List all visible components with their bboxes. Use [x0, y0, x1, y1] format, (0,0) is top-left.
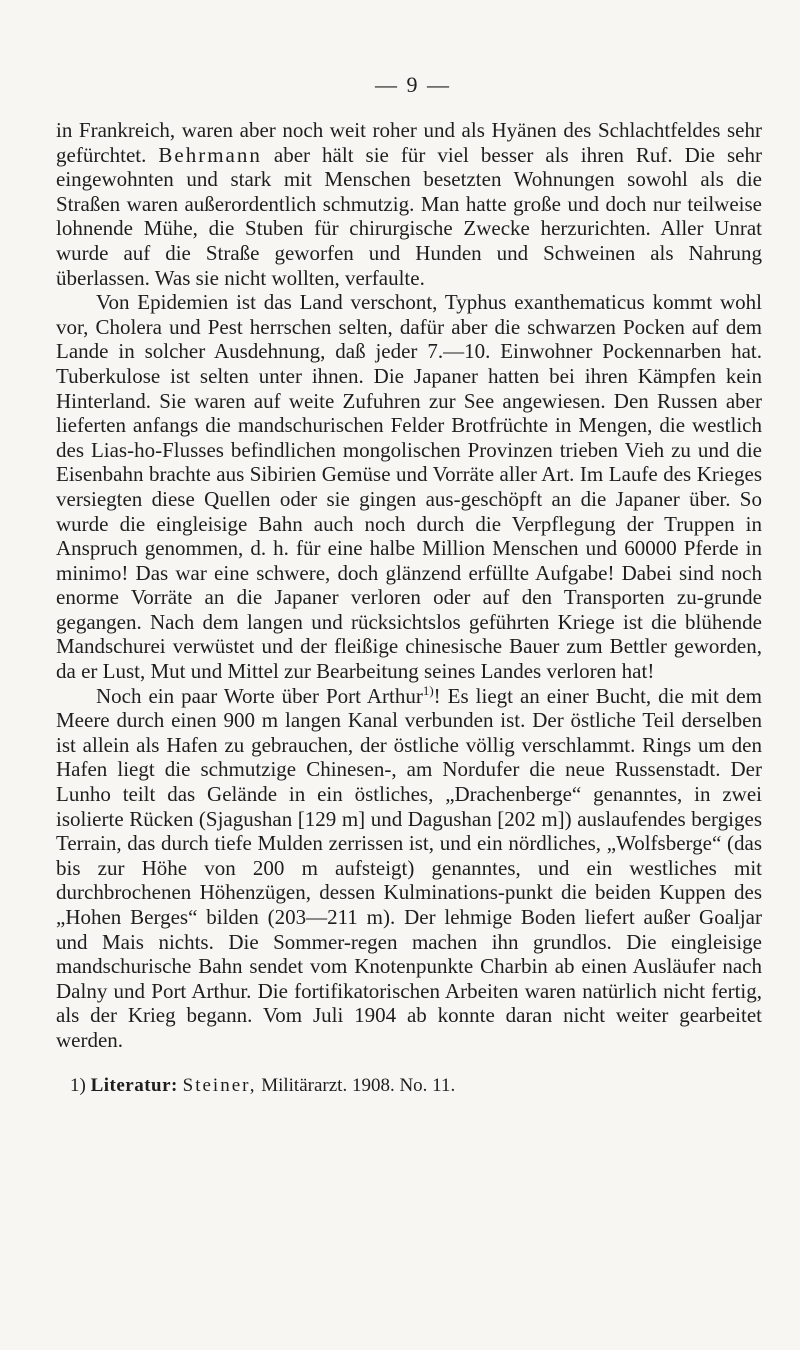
footnote-marker: 1)	[70, 1074, 86, 1096]
text-run: aber hält sie für viel besser als ihren Ruf. Die sehr eingewohnten und stark mit Menschen besetzten Wohnungen sowohl als die Straßen waren außerordentlich schmutzig. Man hatte große und doch nur teilweise lohnende Mühe, die Stuben für chirurgische Zwecke herzurichten. Aller Unrat wurde auf die Straße geworfen und Hunden und Schweinen als Nahrung überlassen. Was sie nicht wollten, verfaulte.	[56, 142, 762, 290]
text-run: Von Epidemien ist das Land verschont, Typhus exanthematicus kommt wohl vor, Cholera und Pest herrschen selten, dafür aber die schwarzen Pocken auf dem Lande in solcher Ausdehnung, daß jeder 7.—10. Einwohner Pockennarben hat. Tuberkulose ist selten unter ihnen. Die Japaner hatten bei ihren Kämpfen kein Hinterland. Sie waren auf weite Zufuhren zur See angewiesen. Den Russen aber lieferten anfangs die mandschurischen Felder Brotfrüchte in Mengen, die westlich des Lias-ho-Flusses befindlichen mongolischen Provinzen trieben Vieh zu und die Eisenbahn brachte aus Sibirien Gemüse und Vorräte aller Art. Im Laufe des Krieges versiegten diese Quellen oder sie gingen aus-geschöpft an die Japaner über. So wurde die eingleisige Bahn auch noch durch die Verpflegung der Truppen in Anspruch genommen, d. h. für eine halbe Million Menschen und 60000 Pferde in minimo! Das war eine schwere, doch glänzend erfüllte Aufgabe! Dabei sind noch enorme Vorräte an die Japaner verloren oder auf den Transporten zu-grunde gegangen. Nach dem langen und rücksichtslos geführten Kriege ist die blühende Mandschurei verwüstet und der fleißige chinesische Bauer zum Bettler geworden, da er Lust, Mut und Mittel zur Bearbeitung seines Landes verloren hat!	[56, 290, 762, 684]
text-run: in Frankreich, waren aber noch weit roher und als Hyänen des Schlachtfeldes sehr gefürchtet.	[56, 118, 762, 167]
paragraph	[56, 118, 762, 290]
footnote-author: Steiner,	[182, 1074, 257, 1096]
footnote-citation: Militärarzt. 1908. No. 11.	[256, 1074, 456, 1096]
footnote	[56, 1075, 762, 1097]
body-text	[56, 118, 762, 1053]
footnote-reference: 1)	[422, 682, 434, 698]
footnote-label: Literatur:	[90, 1074, 178, 1096]
text-run: ! Es liegt an einer Bucht, die mit dem Meere durch einen 900 m langen Kanal verbunden ist. Der östliche Teil derselben ist allein als Hafen zu gebrauchen, der östliche völlig verschlammt. Rings um den Hafen liegt die schmutzige Chinesen-, am Nordufer die neue Russenstadt. Der Lunho teilt das Gelände in ein östliches, „Drachenberge“ genanntes, in zwei isolierte Rücken (Sjagushan [129 m] und Dagushan [202 m]) auslaufendes bergiges Terrain, das durch tiefe Mulden zerrissen ist, und ein nördliches, „Wolfsberge“ (das bis zur Höhe von 200 m aufsteigt) genanntes, und ein westliches mit durchbrochenen Höhenzügen, dessen Kulminations-punkt die beiden Kuppen des „Hohen Berges“ bilden (203—211 m). Der lehmige Boden liefert außer Goaljar und Mais nichts. Die Sommer-regen machen ihn grundlos. Die eingleisige mandschurische Bahn sendet vom Knotenpunkte Charbin ab einen Ausläufer nach Dalny und Port Arthur. Die fortifikatorischen Arbeiten waren natürlich nicht fertig, als der Krieg begann. Vom Juli 1904 ab konnte daran nicht weiter gearbeitet werden.	[56, 683, 762, 1052]
page-number: — 9 —	[375, 72, 451, 97]
text-run: Noch ein paar Worte über Port Arthur	[96, 683, 423, 708]
paragraph	[56, 684, 762, 1053]
paragraph	[56, 290, 762, 684]
author-name: Behrmann	[158, 142, 262, 167]
